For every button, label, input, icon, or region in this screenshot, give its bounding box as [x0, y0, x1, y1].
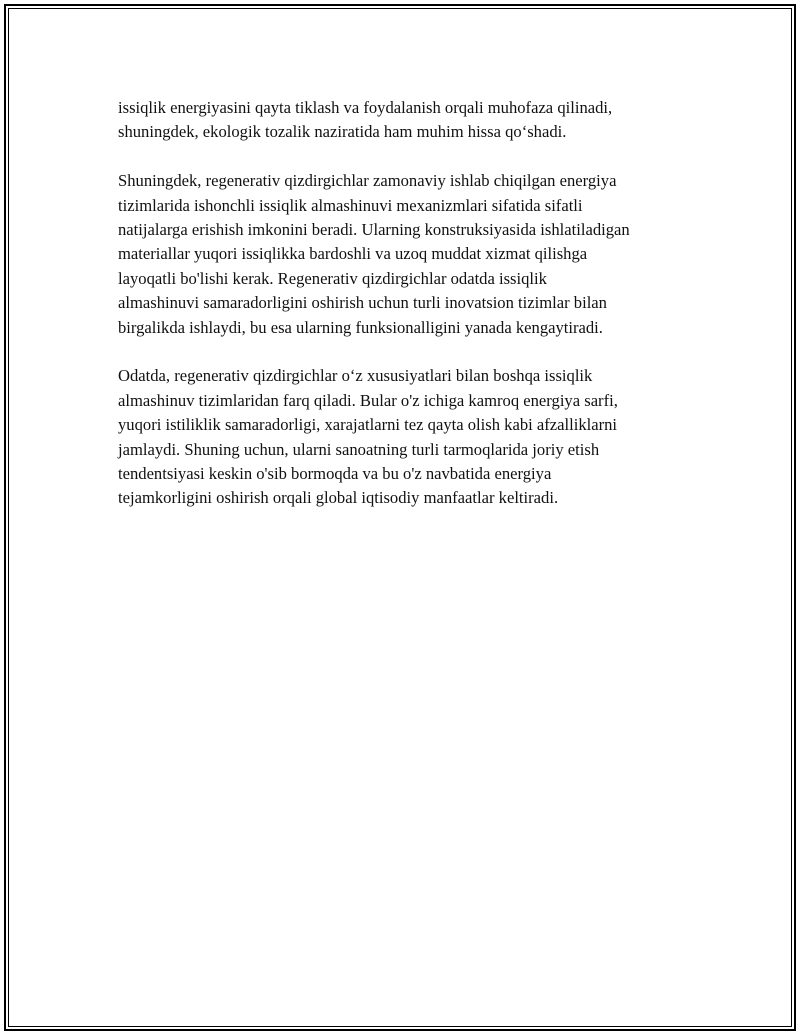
text-line: shuningdek, ekologik tozalik naziratida ham muhim hissa qo‘shadi. — [118, 122, 567, 142]
text-line: Shuningdek, regenerativ qizdirgichlar zamonaviy ishlab chiqilgan energiya — [118, 171, 617, 191]
text-line: tendentsiyasi keskin o'sib bormoqda va bu o'z navbatida energiya — [118, 464, 552, 484]
text-line: birgalikda ishlaydi, bu esa ularning funksionalligini yanada kengaytiradi. — [118, 317, 603, 337]
text-line: almashinuv tizimlaridan farq qiladi. Bular o'z ichiga kamroq energiya sarfi, — [118, 390, 618, 410]
paragraph-2 — [118, 169, 698, 340]
text-line: natijalarga erishish imkonini beradi. Ularning konstruksiyasida ishlatiladigan — [118, 220, 630, 240]
text-line: almashinuvi samaradorligini oshirish uchun turli inovatsion tizimlar bilan — [118, 293, 607, 313]
text-line: layoqatli bo'lishi kerak. Regenerativ qizdirgichlar odatda issiqlik — [118, 268, 547, 288]
text-line: issiqlik energiyasini qayta tiklash va foydalanish orqali muhofaza qilinadi, — [118, 98, 613, 117]
text-line: materiallar yuqori issiqlikka bardoshli va uzoq muddat xizmat qilishga — [118, 244, 588, 264]
text-line: jamlaydi. Shuning uchun, ularni sanoatning turli tarmoqlarida joriy etish — [118, 439, 600, 459]
paragraph-1 — [118, 96, 698, 145]
paragraph-3 — [118, 364, 698, 510]
document-body — [118, 96, 698, 535]
text-line: yuqori istiliklik samaradorligi, xarajatlarni tez qayta olish kabi afzalliklarni — [118, 415, 618, 435]
document-page — [4, 4, 796, 1031]
text-line: Odatda, regenerativ qizdirgichlar o‘z xususiyatlari bilan boshqa issiqlik — [118, 366, 593, 386]
text-line: tejamkorligini oshirish orqali global iqtisodiy manfaatlar keltiradi. — [118, 488, 559, 508]
text-line: tizimlarida ishonchli issiqlik almashinuvi mexanizmlari sifatida sifatli — [118, 195, 583, 215]
